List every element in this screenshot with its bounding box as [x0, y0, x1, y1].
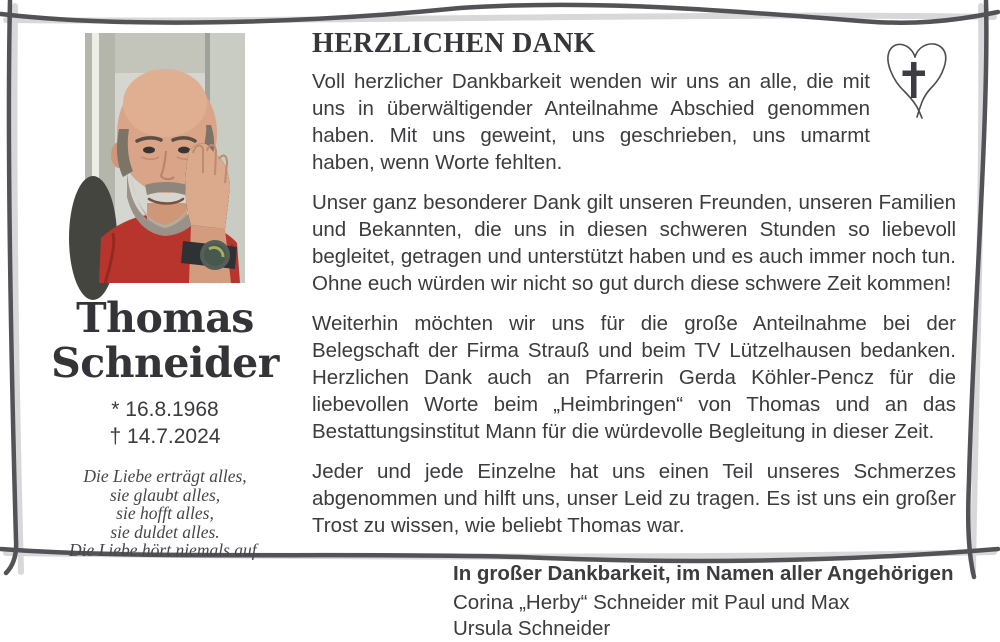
signature-family-line-2: Ursula Schneider	[453, 617, 611, 640]
life-dates	[45, 396, 285, 450]
signature-family-line-1: Corina „Herby“ Schneider mit Paul und Max	[453, 591, 850, 614]
thanks-paragraph-4: Jeder und jede Einzelne hat uns einen Teil unseres Schmerzes abgenommen und hilft uns, unser Leid zu tragen. Es ist uns ein großer Trost zu wissen, wie beliebt Thomas war.	[312, 460, 956, 537]
deceased-last-name: Schneider	[51, 339, 279, 387]
poem-line: Die Liebe hört niemals auf.	[69, 540, 261, 560]
memorial-poem	[45, 467, 285, 560]
thanks-paragraph-2: Unser ganz besonderer Dank gilt unseren Freunden, unseren Familien und Bekannten, die uns in diesen schweren Stunden so liebevoll begleitet, getragen und unterstützt haben und es auch immer noch tun. Ohne euch würden wir nicht so gut durch diese schwere Zeit kommen!	[312, 191, 956, 295]
poem-line: sie hofft alles,	[116, 503, 214, 523]
thank-you-text-column	[312, 28, 956, 642]
signature-block	[453, 561, 956, 642]
thanks-paragraph-1: Voll herzlicher Dankbarkeit wenden wir uns an alle, die mit uns in überwältigender Anteilnahme Abschied genommen haben. Mit uns geweint, uns geschrieben, uns umarmt haben, wenn Worte fehlten.	[312, 70, 870, 174]
death-date: † 14.7.2024	[109, 425, 221, 448]
deceased-name	[45, 296, 285, 386]
poem-line: sie glaubt alles,	[109, 484, 221, 505]
portrait-photo	[85, 33, 245, 283]
deceased-info-column	[45, 33, 285, 560]
notice-headline: HERZLICHEN DANK	[312, 28, 596, 59]
deceased-first-name: Thomas	[76, 294, 254, 342]
poem-line: Die Liebe erträgt alles,	[83, 466, 247, 486]
birth-date: * 16.8.1968	[111, 398, 219, 421]
signature-gratitude-line: In großer Dankbarkeit, im Namen aller Angehörigen	[453, 562, 954, 585]
poem-line: sie duldet alles.	[110, 521, 220, 542]
thanks-paragraph-3: Weiterhin möchten wir uns für die große Anteilnahme bei der Belegschaft der Firma Strauß und beim TV Lützelhausen bedanken. Herzlichen Dank auch an Pfarrerin Gerda Köhler-Pencz für die liebevollen Worte beim „Heimbringen“ von Thomas und an das Bestattungsinstitut Mann für die würdevolle Begleitung in dieser Zeit.	[312, 312, 956, 443]
